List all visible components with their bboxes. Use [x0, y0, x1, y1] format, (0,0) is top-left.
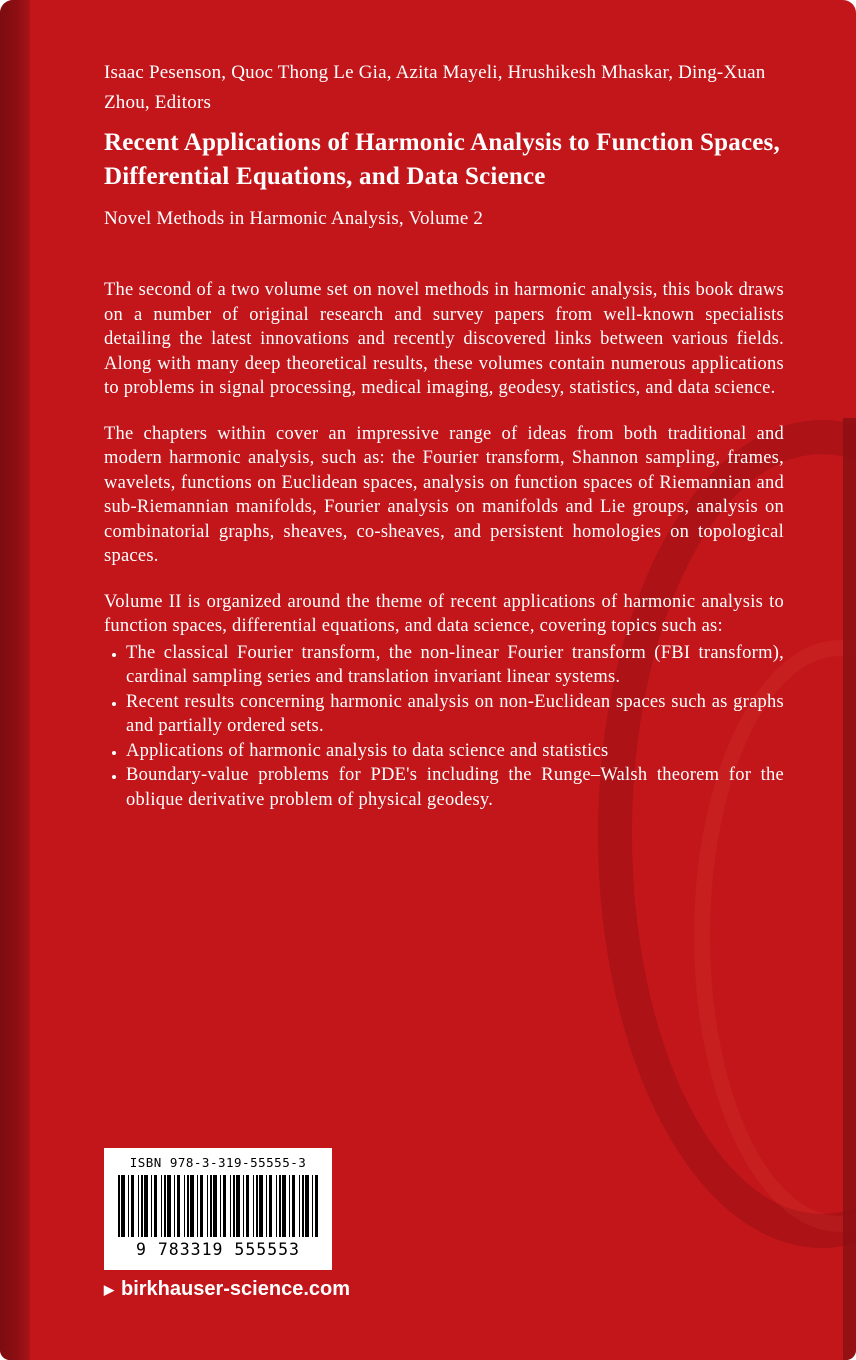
bullet-item: • Applications of harmonic analysis to data science and statistics: [126, 739, 784, 764]
topics-bullet-list: [104, 641, 784, 813]
barcode-bars: [118, 1175, 318, 1237]
publisher-arrow-icon: ▶: [104, 1282, 114, 1297]
publisher-url: birkhauser-science.com: [121, 1278, 350, 1300]
series-subtitle: Novel Methods in Harmonic Analysis, Volume 2: [104, 208, 484, 229]
bullet-item: • The classical Fourier transform, the non-linear Fourier transform (FBI transform), cardinal sampling series and translation invariant linear systems.: [126, 641, 784, 690]
back-cover-blurb: [104, 278, 784, 812]
isbn-barcode: [104, 1148, 332, 1270]
bullet-item: • Recent results concerning harmonic analysis on non-Euclidean spaces such as graphs and partially ordered sets.: [126, 690, 784, 739]
barcode-digits: 9 783319 555553: [135, 1240, 300, 1259]
publisher-line: [104, 1278, 350, 1301]
bullet-item: • Boundary-value problems for PDE's including the Runge–Walsh theorem for the oblique derivative problem of physical geodesy.: [126, 763, 784, 812]
blurb-paragraph: The chapters within cover an impressive range of ideas from both traditional and modern harmonic analysis, such as: the Fourier transform, Shannon sampling, frames, wavelets, functions on Euclidean spaces, analysis on function spaces of Riemannian and sub-Riemannian manifolds, Fourier analysis on manifolds and Lie groups, analysis on combinatorial graphs, sheaves, co-sheaves, and persistent homologies on topological spaces.: [104, 423, 784, 566]
blurb-paragraph: Volume II is organized around the theme of recent applications of harmonic analysis to function spaces, differential equations, and data science, covering topics such as:: [104, 591, 784, 636]
isbn-label: ISBN 978-3-319-55555-3: [129, 1155, 307, 1170]
book-title: Recent Applications of Harmonic Analysis to Function Spaces, Differential Equations, and Data Science: [104, 129, 780, 190]
editors-line: Isaac Pesenson, Quoc Thong Le Gia, Azita Mayeli, Hrushikesh Mhaskar, Ding-Xuan Zhou, Editors: [104, 62, 766, 113]
blurb-paragraph: The second of a two volume set on novel methods in harmonic analysis, this book draws on a number of original research and survey papers from well-known specialists detailing the latest innovations and recently discovered links between various fields. Along with many deep theoretical results, these volumes contain numerous applications to problems in signal processing, medical imaging, geodesy, statistics, and data science.: [104, 280, 784, 398]
